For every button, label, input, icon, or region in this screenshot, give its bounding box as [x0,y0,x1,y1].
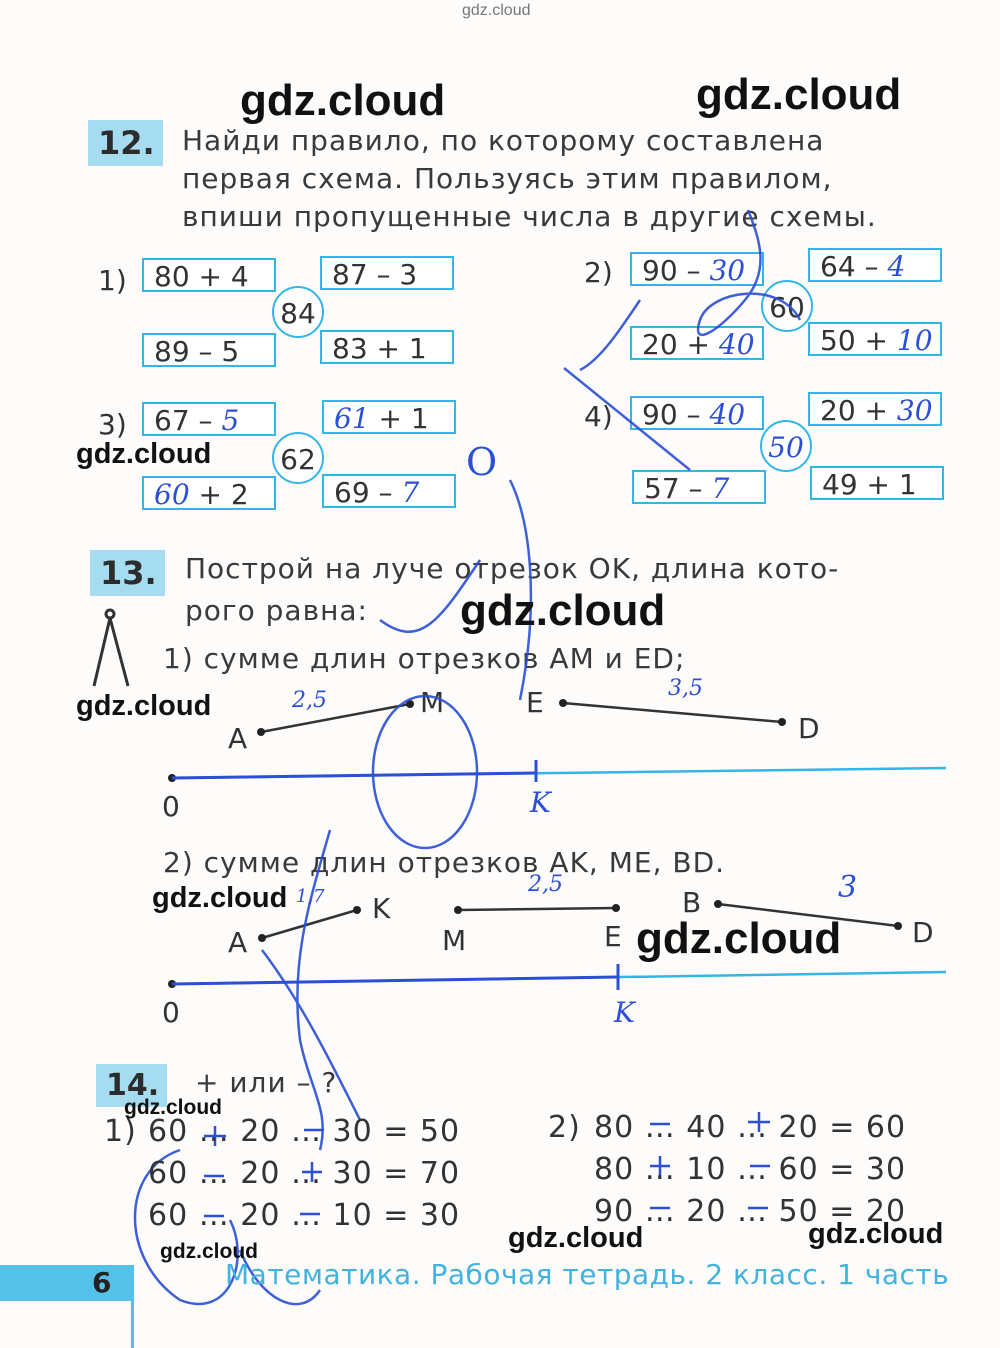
scheme-2-label: 2) [584,256,613,289]
task-12-number: 12. [88,120,163,166]
task-13-part2: 2) сумме длин отрезков AK, ME, BD. [163,846,726,879]
watermark-10: gdz.cloud [508,1222,644,1254]
scheme-1-label: 1) [98,264,127,297]
scheme-3-top-right-answer: 61 [334,402,370,435]
task-14-number: 14. [96,1064,167,1107]
p1-am-length: 2,5 [292,688,327,713]
watermark-8: gdz.cloud [124,1096,222,1119]
scheme-4-top-left: 90 – 40 [630,396,764,430]
scheme-3-bottom-left: 60 + 2 [142,476,276,510]
ink-letter-o: O [466,440,498,484]
scheme-2-top-left-answer: 30 [709,254,746,287]
footer-strip [0,1265,133,1301]
p2-point-k-answer: K [614,996,635,1029]
footer-divider [131,1265,134,1348]
p2-point-a: A [228,926,248,959]
scheme-3-bottom-right: 69 – 7 [322,474,456,508]
watermark-2: gdz.cloud [696,70,902,119]
p2-origin: 0 [162,996,180,1029]
watermark-4: gdz.cloud [460,586,666,635]
watermark-1: gdz.cloud [240,76,446,125]
watermark-11: gdz.cloud [808,1218,944,1250]
scheme-2-center: 60 [761,280,813,332]
scheme-4-bottom-left-answer: 7 [711,472,730,505]
task-12-line2: первая схема. Пользуясь этим правилом, [182,162,833,195]
col1-row2: 60 … 20 … 30 = 70 [148,1156,461,1191]
p2-ak-length: 1,7 [296,886,325,907]
p2-bd-length: 3 [838,870,858,905]
watermark-7: gdz.cloud [636,914,842,963]
p1-origin: 0 [162,790,180,823]
scheme-3-bottom-left-answer: 60 [154,478,190,511]
col2-row3: 90 … 20 … 50 = 20 [594,1194,907,1229]
scheme-4-top-right-answer: 30 [896,394,933,427]
scheme-4-top-right: 20 + 30 [808,392,942,426]
col2-row2: 80 … 10 … 60 = 30 [594,1152,907,1187]
scheme-3-bottom-right-answer: 7 [401,476,420,509]
scheme-1-top-left: 80 + 4 [142,258,276,292]
col1-row3: 60 … 20 … 10 = 30 [148,1198,461,1233]
task-12-line3: впиши пропущенные числа в другие схемы. [182,200,877,233]
col1-row1: 60 … 20 … 30 = 50 [148,1114,461,1149]
col2-row1: 80 … 40 … 20 = 60 [594,1110,907,1145]
p2-point-m: M [442,924,467,957]
scheme-1-center: 84 [272,286,324,338]
p1-ed-length: 3,5 [668,676,703,701]
p2-point-e: E [604,920,622,953]
p2-point-k: K [372,892,391,925]
p2-me-length: 2,5 [528,872,563,897]
scheme-3-center: 62 [272,432,324,484]
scheme-2-bottom-left: 20 + 40 [630,326,764,360]
page-number: 6 [92,1266,112,1299]
p1-ray-drawn [172,773,536,778]
scheme-3-top-left: 67 – 5 [142,402,276,436]
p1-point-k: K [530,786,551,819]
p1-point-d: D [798,712,820,745]
scheme-2-top-right: 64 – 4 [808,248,942,282]
task-13-line2: рого равна: [185,594,368,627]
scheme-2-bottom-right: 50 + 10 [808,322,942,356]
task-13-line1: Построй на луче отрезок OK, длина кото- [185,552,840,585]
col2-label: 2) [548,1110,581,1145]
scheme-1-bottom-left: 89 – 5 [142,333,276,367]
scheme-2-bottom-right-answer: 10 [896,324,933,357]
scheme-4-top-left-answer: 40 [709,398,746,431]
task-13-part1: 1) сумме длин отрезков AM и ED; [163,642,686,675]
watermark-3: gdz.cloud [76,438,212,470]
watermark-top: gdz.cloud [462,2,531,19]
p1-point-a: A [228,722,248,755]
scheme-3-label: 3) [98,408,127,441]
scheme-1-bottom-right: 83 + 1 [320,330,454,364]
p1-point-m: M [420,686,445,719]
book-title: Математика. Рабочая тетрадь. 2 класс. 1 часть [225,1258,950,1291]
compass-icon [94,610,128,686]
watermark-9: gdz.cloud [160,1240,258,1263]
scheme-4-bottom-right: 49 + 1 [810,466,944,500]
task-14-prompt: + или – ? [195,1066,338,1099]
watermark-6: gdz.cloud [152,882,288,914]
watermark-5: gdz.cloud [76,690,212,722]
task-13-number: 13. [90,550,165,596]
scheme-4-label: 4) [584,400,613,433]
col1-label: 1) [104,1114,137,1149]
scheme-2-bottom-left-answer: 40 [718,328,755,361]
p1-segments [261,703,782,732]
scheme-2-top-left: 90 – 30 [630,252,764,286]
scheme-3-top-right: 61 + 1 [322,400,456,434]
scheme-4-bottom-left: 57 – 7 [632,470,766,504]
p2-point-b: B [682,886,702,919]
scheme-2-top-right-answer: 4 [887,250,906,283]
scheme-4-center: 50 [760,420,812,472]
p2-point-d: D [912,916,934,949]
task-12-line1: Найди правило, по которому составлена [182,124,825,157]
scheme-3-top-left-answer: 5 [221,404,240,437]
scheme-1-top-right: 87 – 3 [320,256,454,290]
p1-point-e: E [526,686,544,719]
p2-ray-drawn [172,977,618,984]
